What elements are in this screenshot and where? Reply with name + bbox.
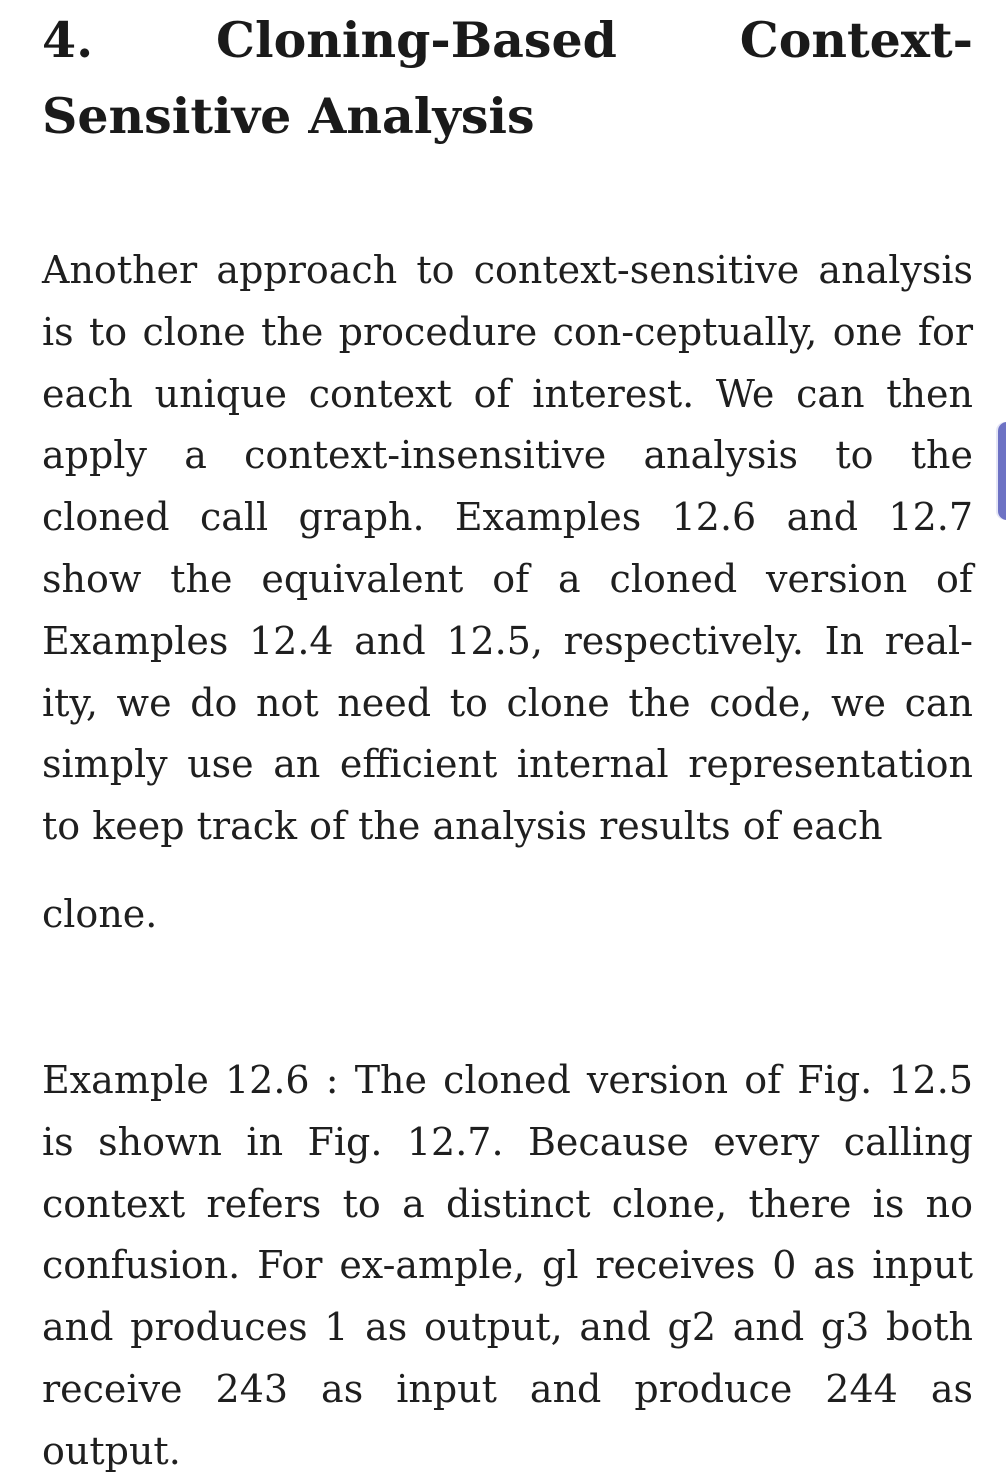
paragraph-intro-body: Another approach to context-sensitive analysis is to clone the procedure con-ceptually, one for each unique context of interest. We can then apply a context-insensitive analysis to the cloned call graph. Examples 12.6 and 12.7 show the equivalent of a cloned version of Examples 12.4 and 12.5, respectively. In real-ity, we do not need to clone the code, we can simply use an efficient internal representation to keep track of the analysis results of each <box>42 248 973 849</box>
section-number: 4. <box>42 11 94 69</box>
paragraph-intro <box>42 240 973 946</box>
paragraph-example-body: Example 12.6 : The cloned version of Fig. 12.5 is shown in Fig. 12.7. Because every calling context refers to a distinct clone, there is no confusion. For ex-ample, gl receives 0 as input and produces 1 as output, and g2 and g3 both receive 243 as input and produce 244 as output. <box>42 1058 973 1473</box>
section-heading <box>42 0 973 154</box>
scroll-handle[interactable] <box>998 422 1006 520</box>
paragraph-intro-tail: clone. <box>42 891 158 936</box>
paragraph-example <box>42 1050 973 1483</box>
reader-page <box>42 0 973 1473</box>
section-title: Cloning-Based Context-Sensitive Analysis <box>42 11 973 145</box>
